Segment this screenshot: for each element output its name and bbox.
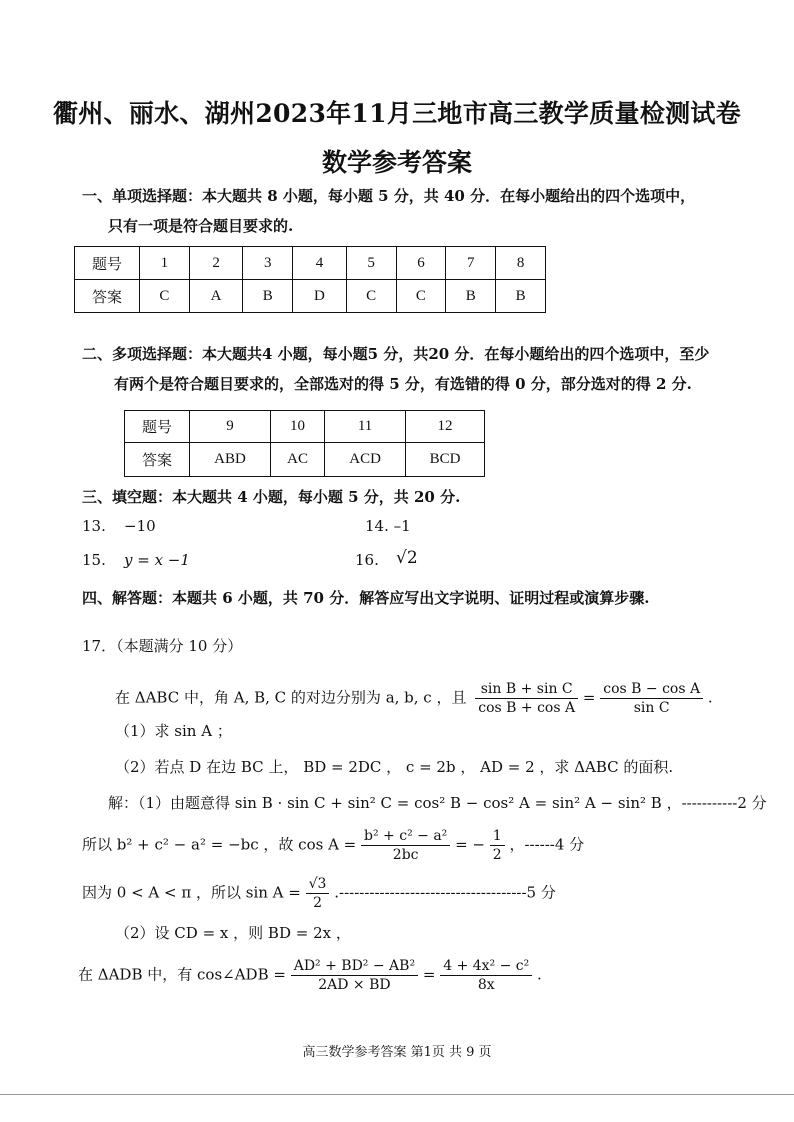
sec1-num-cell: 1 xyxy=(140,247,190,280)
sec1-num-label: 题号 xyxy=(75,247,140,280)
q17-sol5-frac-1-den: 2AD × BD xyxy=(318,977,391,993)
q17-stem-frac-left xyxy=(475,681,578,716)
sec1-ans-label: 答案 xyxy=(75,280,140,313)
q17-sol5-frac-2-den: 8x xyxy=(477,977,495,993)
q17-sol2-frac-den: 2bc xyxy=(392,847,419,863)
sec1-ans-cell: A xyxy=(189,280,243,313)
sec2-ans-cell: AC xyxy=(270,443,324,477)
q17-sol2-half-num: 1 xyxy=(490,828,505,846)
q17-sol3-text: 因为 0 < A < π ，所以 sin A = xyxy=(82,883,301,902)
sec1-num-cell: 4 xyxy=(293,247,347,280)
q16-answer: √2 xyxy=(396,548,418,568)
sec1-num-row xyxy=(75,247,546,280)
q17-sol5-frac-2 xyxy=(440,958,532,993)
sec1-ans-cell: C xyxy=(396,280,446,313)
sec2-num-cell: 10 xyxy=(270,411,324,443)
q17-sol2-frac xyxy=(361,828,450,863)
q17-stem-equals: = xyxy=(582,688,596,707)
q17-sol2-half-den: 2 xyxy=(492,847,502,863)
title-line-2: 数学参考答案 xyxy=(321,148,472,177)
q17-sol5-text: 在 ΔADB 中，有 cos∠ADB = xyxy=(78,965,286,984)
page-footer: 高三数学参考答案 第1页 共 9 页 xyxy=(302,1045,492,1060)
sec2-num-cell: 9 xyxy=(190,411,271,443)
q14-answer: 14. –1 xyxy=(365,517,411,535)
sec2-answer-table xyxy=(124,410,485,477)
sec2-intro-1: 二、多项选择题：本大题共4 小题，每小题5 分，共20 分．在每小题给出的四个选项中，至少 xyxy=(82,345,710,363)
q16-number: 16. xyxy=(355,551,379,569)
sec2-num-label: 题号 xyxy=(125,411,190,443)
q17-stem-frac-left-num: sin B + sin C xyxy=(475,681,578,699)
sec1-ans-row xyxy=(75,280,546,313)
sec1-ans-cell: B xyxy=(446,280,496,313)
q17-stem-frac-right-den: sin C xyxy=(633,700,670,716)
q17-sol2-half xyxy=(490,828,505,863)
q17-stem-text: 在 ΔABC 中，角 A, B, C 的对边分别为 a, b, c ，且 xyxy=(115,688,467,707)
sec1-ans-cell: C xyxy=(346,280,396,313)
sec2-num-cell: 12 xyxy=(406,411,485,443)
q17-header: 17．（本题满分 10 分） xyxy=(82,637,243,655)
sec1-num-cell: 8 xyxy=(496,247,546,280)
sec1-ans-cell: B xyxy=(243,280,293,313)
q15-number: 15. xyxy=(82,551,106,569)
sec1-num-cell: 3 xyxy=(243,247,293,280)
q17-sol2-eq: = − xyxy=(455,835,485,854)
q17-solution-line-5 xyxy=(78,958,542,993)
q17-sol2-text: 所以 b² + c² − a² = −bc ，故 cos A = xyxy=(82,835,357,854)
q15-answer: y = x −1 xyxy=(124,551,190,569)
sec1-intro-1: 一、单项选择题：本大题共 8 小题，每小题 5 分，共 40 分．在每小题给出的四个选项中， xyxy=(82,187,696,205)
title-line-1: 衢州、丽水、湖州2023年11月三地市高三教学质量检测试卷 xyxy=(52,99,742,128)
q17-stem-frac-left-den: cos B + cos A xyxy=(478,700,576,716)
sec2-ans-cell: ACD xyxy=(325,443,406,477)
q17-sol5-period: . xyxy=(537,965,542,984)
sec2-num-row xyxy=(125,411,485,443)
q17-part-1: （1）求 sin A ； xyxy=(115,722,232,740)
sec2-ans-label: 答案 xyxy=(125,443,190,477)
sec1-ans-cell: D xyxy=(293,280,347,313)
sec3-intro: 三、填空题：本大题共 4 小题，每小题 5 分，共 20 分. xyxy=(82,488,461,506)
q17-part-2: （2）若点 D 在边 BC 上， BD = 2DC ， c = 2b ， AD = 2 ，求 ΔABC 的面积. xyxy=(115,758,674,776)
q17-solution-line-4: （2）设 CD = x ，则 BD = 2x ， xyxy=(115,924,351,942)
q17-sol3-score: .-------------------------------------5 分 xyxy=(334,883,556,902)
sec4-intro: 四、解答题：本题共 6 小题，共 70 分．解答应写出文字说明、证明过程或演算步骤. xyxy=(82,589,650,607)
sec2-intro-2: 有两个是符合题目要求的，全部选对的得 5 分，有选错的得 0 分，部分选对的得 2 分. xyxy=(114,375,692,393)
sec2-ans-cell: BCD xyxy=(406,443,485,477)
sec1-ans-cell: B xyxy=(496,280,546,313)
q17-sol2-frac-num: b² + c² − a² xyxy=(361,828,450,846)
q17-stem-frac-right xyxy=(600,681,703,716)
q13-answer: −10 xyxy=(124,517,156,535)
q17-sol3-frac-den: 2 xyxy=(313,895,322,911)
sec2-num-cell: 11 xyxy=(325,411,406,443)
q17-stem xyxy=(115,681,713,716)
q17-sol5-eq: = xyxy=(422,965,436,984)
q17-sol5-frac-1-num: AD² + BD² − AB² xyxy=(291,958,418,976)
q17-sol5-frac-1 xyxy=(291,958,418,993)
q17-sol2-score: ，------4 分 xyxy=(509,835,585,854)
sec1-num-cell: 2 xyxy=(189,247,243,280)
sec1-intro-2: 只有一项是符合题目要求的. xyxy=(108,217,294,235)
q17-solution-line-1: 解：（1）由题意得 sin B · sin C + sin² C = cos² B − cos² A = sin² A − sin² B ，-----------2 分 xyxy=(108,794,767,812)
q13-number: 13. xyxy=(82,517,106,535)
sec1-num-cell: 6 xyxy=(396,247,446,280)
bottom-divider xyxy=(0,1094,794,1095)
sec2-ans-cell: ABD xyxy=(190,443,271,477)
q17-solution-line-3 xyxy=(82,876,556,911)
q17-stem-frac-right-num: cos B − cos A xyxy=(600,681,703,699)
q17-solution-line-2 xyxy=(82,828,584,863)
sec2-ans-row xyxy=(125,443,485,477)
sec1-num-cell: 5 xyxy=(346,247,396,280)
sec1-num-cell: 7 xyxy=(446,247,496,280)
q17-stem-period: . xyxy=(707,688,713,707)
q17-sol3-frac-num: √3 xyxy=(306,876,330,894)
sec1-ans-cell: C xyxy=(140,280,190,313)
q17-sol3-frac xyxy=(306,876,330,911)
q17-sol5-frac-2-num: 4 + 4x² − c² xyxy=(440,958,532,976)
sec1-answer-table xyxy=(74,246,546,313)
